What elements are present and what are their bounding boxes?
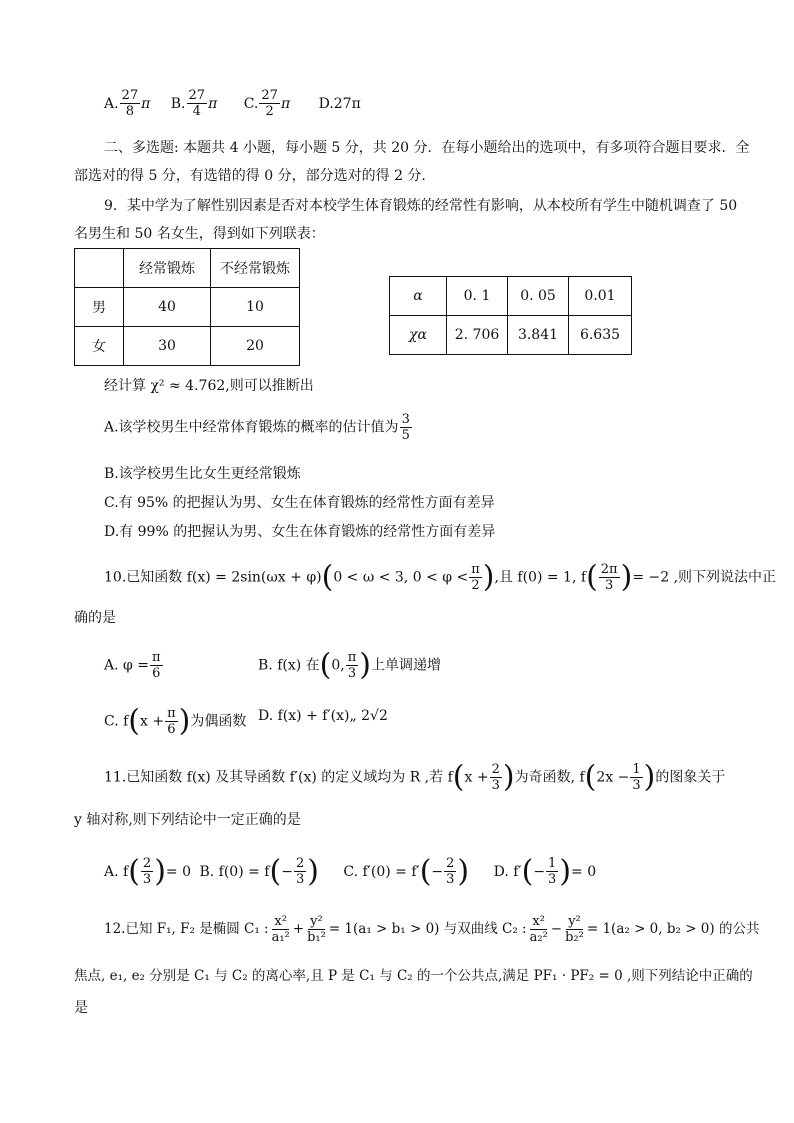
- numerator: π: [152, 650, 161, 665]
- option-c-text: C. f: [104, 713, 129, 730]
- table-cell: 不经常锻炼: [211, 249, 300, 288]
- left-paren: (: [128, 853, 140, 889]
- denominator: 2: [471, 578, 480, 593]
- q12-stem-line3: 是: [74, 1000, 88, 1016]
- interval-start: 0,: [331, 657, 345, 674]
- pi: π: [280, 95, 291, 112]
- contingency-table: [74, 248, 300, 366]
- q11-stem-line2: y 轴对称,则下列结论中一定正确的是: [74, 812, 301, 828]
- table-row: [75, 288, 300, 327]
- option-b-tail: 上单调递增: [370, 657, 441, 674]
- table-cell: 2. 706: [447, 316, 508, 355]
- denominator: 6: [167, 722, 176, 737]
- numerator: 2: [446, 856, 455, 871]
- stem-text: 为奇函数, f: [514, 769, 585, 786]
- q11-stem: [104, 759, 726, 795]
- left-paren: (: [586, 559, 598, 595]
- fraction: [346, 650, 359, 681]
- numerator: x²: [274, 914, 287, 929]
- minus-sign: −: [281, 863, 293, 880]
- fraction: [490, 762, 502, 793]
- option-b-label: B.: [170, 95, 186, 112]
- denominator: a₂²: [529, 930, 548, 945]
- q12-stem-line2: 焦点, e₁, e₂ 分别是 C₁ 与 C₂ 的离心率,且 P 是 C₁ 与 C₂ 的一个公共点,满足 PF₁ · PF₂ = 0 ,则下列结论中正确的: [74, 968, 753, 984]
- fraction: [270, 914, 292, 945]
- fraction: [599, 562, 620, 593]
- pi: π: [208, 95, 218, 112]
- left-paren: (: [128, 703, 141, 739]
- numerator: x²: [532, 914, 545, 929]
- q11-option-d: [493, 853, 597, 889]
- option-a-text: A. φ =: [104, 657, 149, 674]
- denominator: 3: [491, 778, 500, 793]
- q9-calc: 经计算 χ² ≈ 4.762,则可以推断出: [104, 378, 314, 394]
- denominator: 3: [295, 872, 305, 887]
- right-paren: ): [178, 703, 191, 739]
- pi: π: [141, 95, 151, 112]
- numerator: 2: [142, 856, 152, 871]
- q8-option-d: D.27π: [318, 95, 361, 112]
- numerator: 27: [121, 88, 139, 103]
- left-paren: (: [419, 853, 432, 889]
- fraction: [630, 762, 642, 793]
- numerator: 1: [632, 762, 641, 777]
- denominator: 3: [605, 578, 614, 593]
- numerator: 27: [188, 88, 206, 103]
- q10-option-a: [104, 650, 164, 681]
- denominator: a₁²: [271, 930, 290, 945]
- denominator: 3: [446, 872, 455, 887]
- table-cell: 男: [75, 288, 124, 327]
- condition-text: 0 < ω < 3, 0 < φ <: [333, 569, 469, 586]
- option-tail: = 0: [165, 863, 192, 880]
- q9-option-c: C.有 95% 的把握认为男、女生在体育锻炼的经常性方面有差异: [104, 495, 495, 511]
- right-paren: ): [643, 759, 656, 795]
- right-paren: ): [457, 853, 470, 889]
- q8-option-b: [170, 88, 222, 119]
- option-a-label: A.: [104, 95, 119, 112]
- right-paren: ): [502, 759, 515, 795]
- section2-line1: 二、多选题: 本题共 4 小题，每小题 5 分，共 20 分．在每小题给出的选项中，有多项符合题目要求．全: [104, 140, 750, 156]
- option-c-tail: 为偶函数: [190, 713, 247, 730]
- option-tail: = 0: [571, 863, 597, 880]
- q10-option-d: D. f(x) + f′(x)„ 2√2: [258, 708, 388, 724]
- denominator: 3: [632, 778, 641, 793]
- numerator: π: [167, 706, 176, 721]
- fraction: [563, 914, 586, 945]
- left-paren: (: [319, 647, 332, 683]
- q10-stem: [104, 559, 777, 595]
- q9-option-a: [104, 412, 413, 443]
- argument-text: 2x −: [596, 769, 630, 786]
- table-cell: [75, 249, 124, 288]
- fraction: [187, 88, 208, 119]
- table-cell: 30: [124, 327, 211, 366]
- table-cell: 40: [124, 288, 211, 327]
- q9-option-d: D.有 99% 的把握认为男、女生在体育锻炼的经常性方面有差异: [104, 524, 496, 540]
- fraction: [546, 856, 558, 887]
- table-cell: 经常锻炼: [124, 249, 211, 288]
- fraction: [150, 650, 163, 681]
- right-paren: ): [482, 559, 495, 595]
- stem-text: 12.已知 F₁, F₂ 是椭圆 C₁ :: [104, 921, 269, 937]
- table-header-row: [75, 249, 300, 288]
- denominator: 2: [265, 104, 274, 119]
- fraction: [120, 88, 141, 119]
- numerator: y²: [310, 914, 323, 929]
- numerator: y²: [568, 914, 581, 929]
- option-a-text: A.该学校男生中经常体育锻炼的概率的估计值为: [104, 419, 399, 436]
- q10-option-c: [104, 703, 247, 739]
- denominator: 6: [152, 666, 161, 681]
- option-text: B. f(0) = f: [199, 863, 270, 880]
- right-paren: ): [307, 853, 319, 889]
- denominator: 8: [125, 104, 134, 119]
- stem-text: ,且 f(0) = 1, f: [494, 569, 587, 586]
- denominator: b₂²: [565, 930, 584, 945]
- denominator: b₁²: [307, 930, 326, 945]
- left-paren: (: [521, 853, 534, 889]
- q11-option-b: [199, 853, 319, 889]
- option-text: A. f: [104, 863, 129, 880]
- argument-text: x +: [464, 769, 489, 786]
- left-paren: (: [452, 759, 465, 795]
- fraction: [400, 412, 412, 443]
- stem-text: = −2 ,则下列说法中正: [632, 569, 777, 586]
- numerator: 2π: [600, 562, 618, 577]
- q11-option-c: [343, 853, 470, 889]
- stem-text: 10.已知函数 f(x) = 2sin(ωx + φ): [104, 569, 322, 586]
- q9-option-b: B.该学校男生比女生更经常锻炼: [104, 466, 301, 482]
- q10-option-b: [258, 647, 441, 683]
- option-text: C. f′(0) = f′: [343, 863, 420, 880]
- table-row: [390, 316, 632, 355]
- plus-sign: +: [292, 921, 305, 937]
- numerator: 2: [295, 856, 305, 871]
- left-paren: (: [321, 559, 334, 595]
- right-paren: ): [359, 647, 371, 683]
- denominator: 3: [142, 872, 152, 887]
- table-cell: 0.01: [569, 277, 632, 316]
- fraction: [528, 914, 550, 945]
- right-paren: ): [620, 559, 633, 595]
- argument-text: x +: [140, 713, 165, 730]
- denominator: 3: [347, 666, 357, 681]
- minus-sign: −: [431, 863, 444, 880]
- fraction: [469, 562, 482, 593]
- right-paren: ): [559, 853, 572, 889]
- numerator: π: [347, 650, 357, 665]
- q9-stem-line1: 9．某中学为了解性别因素是否对本校学生体育锻炼的经常性有影响，从本校所有学生中随机调查了 50: [104, 198, 738, 214]
- fraction: [165, 706, 178, 737]
- table-cell: 女: [75, 327, 124, 366]
- q9-stem-line2: 名男生和 50 名女生，得到如下列联表：: [74, 226, 325, 242]
- numerator: 27: [261, 88, 278, 103]
- section2-line2: 部选对的得 5 分，有选错的得 0 分，部分选对的得 2 分.: [74, 168, 426, 184]
- table-cell: 0. 1: [447, 277, 508, 316]
- table-cell: 10: [211, 288, 300, 327]
- stem-text: = 1(a₁ > b₁ > 0) 与双曲线 C₂ :: [328, 921, 527, 937]
- fraction: [444, 856, 456, 887]
- stem-text: = 1(a₂ > 0, b₂ > 0) 的公共: [586, 921, 760, 937]
- q12-stem: [104, 914, 759, 945]
- table-row: [75, 327, 300, 366]
- numerator: π: [471, 562, 480, 577]
- table-row: [390, 277, 632, 316]
- minus-sign: −: [533, 863, 546, 880]
- fraction: [294, 856, 306, 887]
- stem-text: 的图象关于: [655, 769, 726, 786]
- q11-option-a: [104, 853, 192, 889]
- q8-option-a: [104, 88, 155, 119]
- minus-sign: −: [550, 921, 563, 937]
- denominator: 4: [192, 104, 201, 119]
- denominator: 5: [401, 428, 410, 443]
- option-text: D. f′: [493, 863, 522, 880]
- fraction: [259, 88, 280, 119]
- table-cell: 0. 05: [508, 277, 569, 316]
- right-paren: ): [154, 853, 166, 889]
- numerator: 3: [401, 412, 410, 427]
- denominator: 3: [548, 872, 557, 887]
- critical-value-table: [389, 276, 632, 355]
- q8-options: [104, 88, 361, 119]
- q10-stem-line2: 确的是: [74, 610, 116, 626]
- left-paren: (: [584, 759, 597, 795]
- option-c-label: C.: [243, 95, 259, 112]
- numerator: 1: [548, 856, 557, 871]
- numerator: 2: [491, 762, 500, 777]
- table-cell: 6.635: [569, 316, 632, 355]
- q8-option-c: [243, 88, 295, 119]
- fraction: [305, 914, 328, 945]
- stem-text: 11.已知函数 f(x) 及其导函数 f′(x) 的定义域均为 R ,若 f: [104, 769, 453, 786]
- table-cell: 3.841: [508, 316, 569, 355]
- option-b-text: B. f(x) 在: [258, 657, 320, 674]
- table-cell: χα: [390, 316, 447, 355]
- left-paren: (: [269, 853, 282, 889]
- fraction: [141, 856, 153, 887]
- table-cell: 20: [211, 327, 300, 366]
- table-cell: α: [390, 277, 447, 316]
- q11-options: [104, 853, 597, 889]
